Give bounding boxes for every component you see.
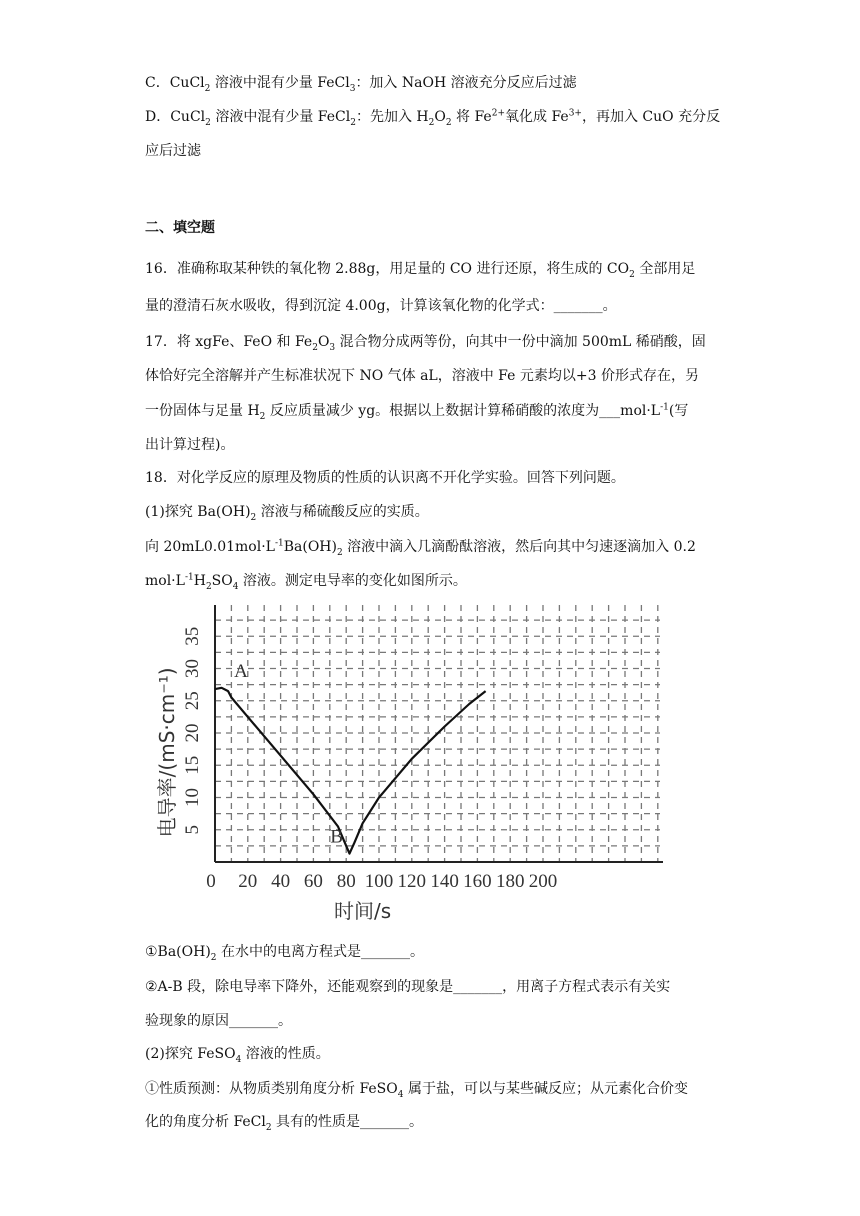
q18-part1-title: (1)探究 $Ba(OH)_2$ 溶液与稀硫酸反应的实质。	[145, 504, 429, 523]
conductivity-chart	[155, 600, 675, 925]
point-label-b: B	[330, 826, 343, 848]
x-tick-label: 20	[238, 871, 258, 892]
q18-line1: 18．对化学反应的原理及物质的性质的认识离不开化学实验。回答下列问题。	[145, 470, 625, 486]
x-tick-label: 120	[397, 871, 427, 892]
x-tick-label: 180	[495, 871, 525, 892]
x-tick-label: 100	[364, 871, 394, 892]
x-tick-label: 160	[463, 871, 492, 892]
q17-line3: 一份固体与足量 $H_2$ 反应质量减少 yg。根据以上数据计算稀硝酸的浓度为$\_\_\_mol\cdot L^{-1}$(写	[145, 402, 689, 422]
q18-sub1: $①Ba(OH)_2$ 在水中的电离方程式是_______。	[145, 944, 424, 963]
q18-part2-title: (2)探究 FeSO$_4$ 溶液的性质。	[145, 1046, 330, 1065]
x-tick-label: 60	[303, 871, 323, 892]
section-title: 二、填空题	[145, 220, 215, 236]
x-tick-label: 0	[206, 871, 216, 892]
y-tick-label: 5	[182, 825, 203, 835]
y-tick-label: 15	[182, 755, 203, 775]
q18-procedure-line2: $mol\cdot L^{-1}H_2SO_4$ 溶液。测定电导率的变化如图所示。	[145, 572, 467, 592]
q17-line2: 体恰好完全溶解并产生标准状况下 NO 气体 aL，溶液中 Fe 元素均以+3 价形式存在，另	[145, 368, 699, 384]
y-tick-label: 10	[182, 788, 203, 807]
q16-line2: 量的澄清石灰水吸收，得到沉淀 4.00g，计算该氧化物的化学式：_______。	[145, 298, 617, 314]
q17-line4: 出计算过程)。	[145, 437, 235, 453]
q18-procedure-line1: 向 $20mL0.01mol\cdot L^{-1}Ba(OH)_2$ 溶液中滴入几滴酚酞溶液，然后向其中匀速逐滴加入 0.2	[145, 538, 696, 558]
y-tick-label: 20	[182, 723, 203, 743]
option-d: D．CuCl$_2$ 溶液中混有少量 FeCl$_2$：先加入 $H_2O_2$ 将 $Fe^{2+}$氧化成 $Fe^{3+}$，再加入 CuO 充分反	[145, 108, 721, 128]
y-tick-label: 35	[182, 626, 203, 646]
option-c: C．CuCl$_2$ 溶液中混有少量 FeCl$_3$：加入 NaOH 溶液充分反应后过滤	[145, 75, 577, 94]
option-d-line2: 应后过滤	[145, 143, 201, 159]
q18-sub2-line1: ②A-B 段，除电导率下降外，还能观察到的现象是_______，用离子方程式表示有关实	[145, 979, 671, 995]
y-tick-label: 30	[182, 659, 203, 678]
point-label-a: A	[234, 661, 248, 683]
q18-part2-line1: ①性质预测：从物质类别角度分析 FeSO$_4$ 属于盐，可以与某些碱反应；从元素化合价变	[145, 1081, 688, 1100]
y-tick-label: 25	[182, 691, 203, 711]
q18-sub2-line2: 验现象的原因_______。	[145, 1013, 292, 1029]
y-axis-label: 电导率/(mS·cm⁻¹)	[155, 667, 179, 838]
q18-part2-line2: 化的角度分析 FeCl$_2$ 具有的性质是_______。	[145, 1114, 424, 1133]
q16-line1: 16．准确称取某种铁的氧化物 2.88g，用足量的 CO 进行还原，将生成的 $CO_2$ 全部用足	[145, 261, 696, 280]
x-tick-label: 140	[430, 871, 459, 892]
q17-line1: 17．将 xgFe、FeO 和 $Fe_2O_3$ 混合物分成两等份，向其中一份中滴加 500mL 稀硝酸，固	[145, 334, 706, 353]
x-tick-label: 200	[528, 871, 558, 892]
x-axis-label: 时间/s	[334, 899, 392, 923]
x-tick-label: 40	[271, 871, 291, 892]
x-tick-label: 80	[336, 871, 356, 892]
